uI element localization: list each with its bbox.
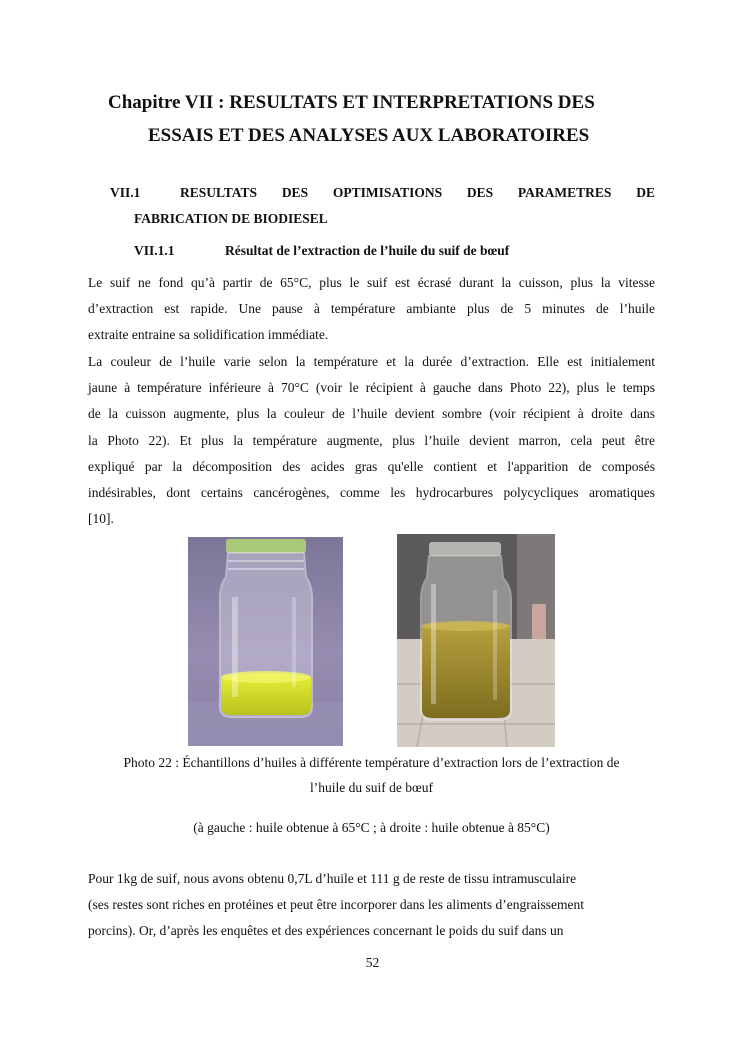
paragraph-yield <box>88 866 655 945</box>
section-word: RESULTATS <box>180 185 258 200</box>
photo-oil-65c <box>188 537 343 746</box>
section-title-line2: FABRICATION DE BIODIESEL <box>134 211 328 226</box>
text-line: expliqué par la décomposition des acides gras qu'elle contient et l'apparition de composés <box>88 458 655 474</box>
text-line: indésirables, dont certains cancérogènes, comme les hydrocarbures polycycliques aromatiques <box>88 485 655 501</box>
caption-line: l’huile du suif de bœuf <box>310 780 433 795</box>
text-line: jaune à température inférieure à 70°C (voir le récipient à gauche dans Photo 22), plus le temps <box>88 380 655 396</box>
section-word: DES <box>281 185 309 200</box>
text-line: extraite entraine sa solidification immédiate. <box>88 327 329 343</box>
section-heading-vii1 <box>110 180 655 232</box>
caption-line: Photo 22 : Échantillons d’huiles à différente température d’extraction lors de l’extraction de <box>123 755 620 770</box>
section-word: DE <box>636 185 655 200</box>
section-word: DES <box>466 185 494 200</box>
paragraph-extraction <box>88 270 655 349</box>
text-line: de la cuisson augmente, plus la couleur de l’huile devient sombre (voir récipient à droite dans <box>88 406 655 422</box>
photo-legend: (à gauche : huile obtenue à 65°C ; à droite : huile obtenue à 85°C) <box>193 820 550 835</box>
photo-caption <box>88 750 655 800</box>
chapter-title-line2: ESSAIS ET DES ANALYSES AUX LABORATOIRES <box>148 125 590 146</box>
text-line: Pour 1kg de suif, nous avons obtenu 0,7L d’huile et 111 g de reste de tissu intramusculaire <box>88 871 577 886</box>
section-number: VII.1 <box>110 185 141 200</box>
subsection-number: VII.1.1 <box>134 243 175 258</box>
paragraph-color <box>88 349 655 532</box>
subsection-heading-vii11 <box>134 238 509 264</box>
text-line: Le suif ne fond qu’à partir de 65°C, plus le suif est écrasé durant la cuisson, plus la vitesse <box>88 275 655 290</box>
page-number: 52 <box>365 955 380 970</box>
photo-oil-85c <box>397 534 555 747</box>
text-line: la Photo 22). Et plus la température augmente, plus l’huile devient marron, cela peut être <box>88 432 655 448</box>
subsection-title: Résultat de l’extraction de l’huile du suif de bœuf <box>225 243 510 258</box>
text-line: [10]. <box>88 511 114 527</box>
chapter-title <box>108 86 708 152</box>
text-line: d’extraction est rapide. Une pause à température ambiante plus de 5 minutes de l’huile <box>88 301 655 317</box>
chapter-title-line1: Chapitre VII : RESULTATS ET INTERPRETATIONS DES <box>108 92 595 113</box>
section-word: OPTIMISATIONS <box>332 185 443 200</box>
text-line: (ses restes sont riches en protéines et peut être incorporer dans les aliments d’engraissement <box>88 897 584 913</box>
text-line: porcins). Or, d’après les enquêtes et des expériences concernant le poids du suif dans un <box>88 923 564 939</box>
text-line: La couleur de l’huile varie selon la température et la durée d’extraction. Elle est initialement <box>88 354 655 369</box>
section-word: PARAMETRES <box>517 185 612 200</box>
